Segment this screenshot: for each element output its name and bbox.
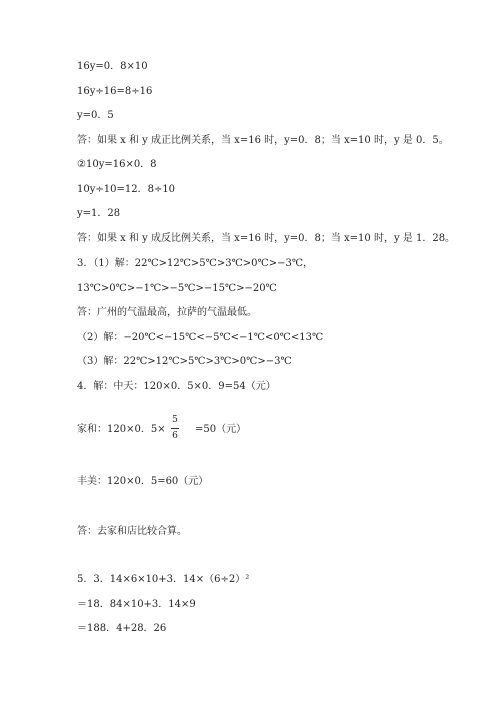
solution-line: 3．（1）解：22℃>12℃>5℃>3℃>0℃>−3℃，: [77, 258, 314, 269]
solution-line: 家和：120×0．5×: [77, 424, 166, 435]
equation-line: 10y÷10=12．8÷10: [77, 184, 176, 195]
answer-line: 答：如果 x 和 y 成反比例关系，当 x=16 时，y=0．8；当 x=10 时，y 是 1．28。: [77, 233, 456, 244]
equation-line: ②10y=16×0．8: [77, 159, 157, 170]
fraction-numerator: 5: [172, 415, 178, 425]
fraction-bar: [171, 428, 179, 429]
answer-line: 答：去家和店比较合算。: [77, 526, 187, 537]
solution-line: 5．3．14×6×10+3．14×（6÷2）²: [77, 574, 250, 585]
solution-result: =50（元）: [195, 424, 247, 435]
fraction-denominator: 6: [172, 431, 178, 441]
solution-line: 13℃>0℃>−1℃>−5℃>−15℃>−20℃: [77, 283, 277, 294]
answer-line: 答：如果 x 和 y 成正比例关系，当 x=16 时，y=0．8；当 x=10 时，y 是 0．5。: [77, 135, 449, 146]
solution-line: （3）解：22℃>12℃>5℃>3℃>0℃>−3℃: [77, 356, 292, 367]
equation-line: 16y=0．8×10: [77, 61, 148, 72]
equation-line: y=0．5: [77, 110, 114, 121]
equation-line: 16y÷16=8÷16: [77, 86, 153, 97]
equation-line: y=1．28: [77, 208, 121, 219]
solution-line: （2）解：−20℃<−15℃<−5℃<−1℃<0℃<13℃: [77, 332, 324, 343]
solution-line: 丰美：120×0．5=60（元）: [77, 476, 209, 487]
solution-line: ＝188．4+28．26: [77, 623, 167, 634]
solution-line: 4．解：中天：120×0．5×0．9=54（元）: [77, 381, 276, 392]
answer-line: 答：广州的气温最高，拉萨的气温最低。: [77, 307, 257, 318]
solution-line: ＝18．84×10+3．14×9: [77, 599, 196, 610]
